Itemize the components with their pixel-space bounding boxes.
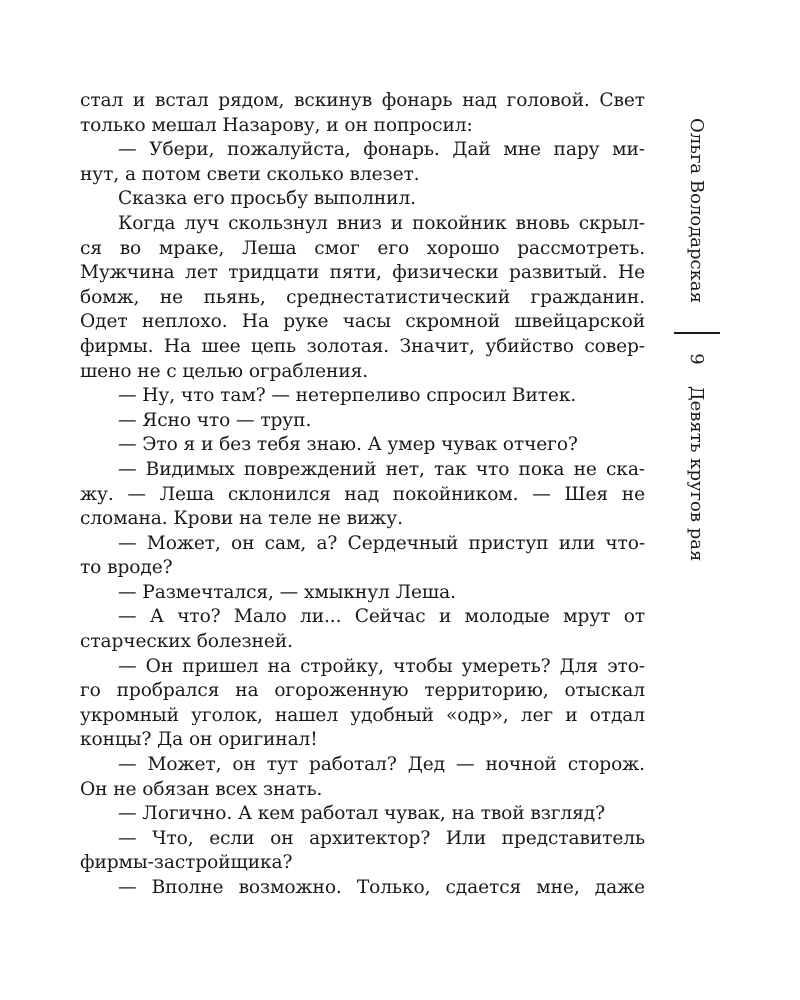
text-line: то вроде? xyxy=(80,557,173,579)
text-line: бомж, не пьянь, среднестатистический гражданин. xyxy=(80,286,645,308)
body-text xyxy=(80,89,645,901)
text-line: — Убери, пожалуйста, фонарь. Дай мне пару ми- xyxy=(118,139,645,161)
running-header xyxy=(672,110,722,580)
text-line: Мужчина лет тридцати пяти, физически развитый. Не xyxy=(80,262,645,284)
page-number: 9 xyxy=(686,353,708,365)
text-line: только мешал Назарову, и он попросил: xyxy=(80,114,473,136)
text-line: укромный уголок, нашел удобный «одр», лег и отдал xyxy=(80,704,645,726)
text-line: — Ясно что — труп. xyxy=(118,409,312,431)
text-line: сломана. Крови на теле не вижу. xyxy=(80,508,403,530)
text-line: — Может, он сам, а? Сердечный приступ или что- xyxy=(118,532,645,554)
text-line: стал и встал рядом, вскинув фонарь над головой. Свет xyxy=(80,90,645,111)
text-line: — Он пришел на стройку, чтобы умереть? Для это- xyxy=(118,655,645,677)
text-line: — А что? Мало ли... Сейчас и молодые мрут от xyxy=(118,606,645,628)
text-line: — Видимых повреждений нет, так что пока не ска- xyxy=(118,458,645,480)
text-line: — Размечтался, — хмыкнул Леша. xyxy=(118,581,456,603)
text-line: старческих болезней. xyxy=(80,631,293,653)
text-line: го пробрался на огороженную территорию, отыскал xyxy=(80,680,645,702)
text-line: фирмы. На шее цепь золотая. Значит, убийство совер- xyxy=(80,335,645,357)
text-line: шено не с целью ограбления. xyxy=(80,360,369,382)
text-line: жу. — Леша склонился над покойником. — Шея не xyxy=(80,483,645,505)
text-line: Когда луч скользнул вниз и покойник вновь скрыл- xyxy=(118,212,645,234)
text-line: концы? Да он оригинал! xyxy=(80,729,318,751)
text-line: — Логично. А кем работал чувак, на твой взгляд? xyxy=(118,803,605,825)
author-name: Ольга Володарская xyxy=(686,118,708,303)
text-line: фирмы-застройщика? xyxy=(80,852,293,874)
header-divider xyxy=(674,332,720,334)
text-line: — Вполне возможно. Только, сдается мне, даже xyxy=(118,877,645,898)
text-line: ся во мраке, Леша смог его хорошо рассмотреть. xyxy=(80,237,645,259)
text-line: Одет неплохо. На руке часы скромной швейцарской xyxy=(80,311,645,333)
text-line: Сказка его просьбу выполнил. xyxy=(118,188,416,210)
book-title: Девять кругов рая xyxy=(686,386,708,562)
text-line: — Что, если он архитектор? Или представитель xyxy=(118,827,645,849)
running-header-rotated xyxy=(672,110,722,580)
text-line: Он не обязан всех знать. xyxy=(80,778,323,800)
text-line: — Это я и без тебя знаю. А умер чувак отчего? xyxy=(118,434,578,456)
text-line: — Может, он тут работал? Дед — ночной сторож. xyxy=(118,754,645,776)
text-line: нут, а потом свети сколько влезет. xyxy=(80,163,420,185)
text-line: — Ну, что там? — нетерпеливо спросил Витек. xyxy=(118,385,577,407)
